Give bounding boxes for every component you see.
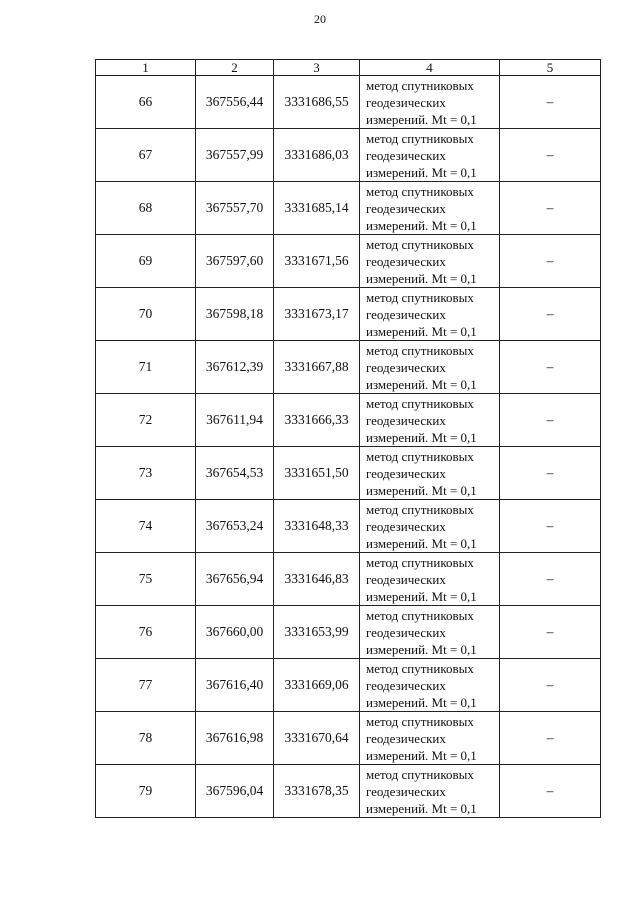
method-line: геодезических — [366, 518, 446, 534]
point-number-cell: 78 — [96, 712, 196, 765]
header-col-2: 2 — [196, 60, 274, 76]
point-number-cell: 71 — [96, 341, 196, 394]
x-coordinate-cell: 367660,00 — [196, 606, 274, 659]
method-line: геодезических — [366, 253, 446, 269]
x-coordinate-cell: 367612,39 — [196, 341, 274, 394]
note-cell: – — [500, 182, 601, 235]
table-body — [96, 76, 601, 818]
x-coordinate-cell: 367616,40 — [196, 659, 274, 712]
method-line: метод спутниковых — [366, 77, 474, 93]
method-line: метод спутниковых — [366, 342, 474, 358]
note-cell: – — [500, 129, 601, 182]
note-cell: – — [500, 553, 601, 606]
note-cell: – — [500, 606, 601, 659]
note-cell: – — [500, 765, 601, 818]
method-cell — [360, 76, 500, 129]
method-cell — [360, 712, 500, 765]
method-cell — [360, 129, 500, 182]
x-coordinate-cell: 367557,70 — [196, 182, 274, 235]
page-number: 20 — [314, 12, 326, 26]
y-coordinate-cell: 3331678,35 — [274, 765, 360, 818]
method-line: геодезических — [366, 147, 446, 163]
y-coordinate-cell: 3331651,50 — [274, 447, 360, 500]
x-coordinate-cell: 367556,44 — [196, 76, 274, 129]
note-cell: – — [500, 341, 601, 394]
method-line: геодезических — [366, 783, 446, 799]
method-line: метод спутниковых — [366, 554, 474, 570]
table-row — [96, 76, 601, 129]
method-line: измерений. Mt = 0,1 — [366, 641, 477, 657]
y-coordinate-cell: 3331686,03 — [274, 129, 360, 182]
y-coordinate-cell: 3331673,17 — [274, 288, 360, 341]
point-number-cell: 75 — [96, 553, 196, 606]
table-row — [96, 341, 601, 394]
note-cell: – — [500, 235, 601, 288]
note-cell: – — [500, 659, 601, 712]
method-line: геодезических — [366, 571, 446, 587]
y-coordinate-cell: 3331685,14 — [274, 182, 360, 235]
coordinates-table — [95, 59, 601, 818]
point-number-cell: 66 — [96, 76, 196, 129]
table-row — [96, 447, 601, 500]
header-col-3: 3 — [274, 60, 360, 76]
y-coordinate-cell: 3331669,06 — [274, 659, 360, 712]
method-line: измерений. Mt = 0,1 — [366, 217, 477, 233]
method-line: геодезических — [366, 412, 446, 428]
method-line: геодезических — [366, 200, 446, 216]
method-line: измерений. Mt = 0,1 — [366, 747, 477, 763]
note-cell: – — [500, 288, 601, 341]
method-cell — [360, 288, 500, 341]
method-line: метод спутниковых — [366, 130, 474, 146]
table-row — [96, 288, 601, 341]
x-coordinate-cell: 367598,18 — [196, 288, 274, 341]
method-line: геодезических — [366, 306, 446, 322]
method-cell — [360, 659, 500, 712]
method-line: измерений. Mt = 0,1 — [366, 111, 477, 127]
method-line: измерений. Mt = 0,1 — [366, 164, 477, 180]
point-number-cell: 72 — [96, 394, 196, 447]
x-coordinate-cell: 367616,98 — [196, 712, 274, 765]
method-line: геодезических — [366, 359, 446, 375]
method-line: метод спутниковых — [366, 607, 474, 623]
table-row — [96, 606, 601, 659]
method-cell — [360, 394, 500, 447]
y-coordinate-cell: 3331686,55 — [274, 76, 360, 129]
method-line: измерений. Mt = 0,1 — [366, 694, 477, 710]
method-line: измерений. Mt = 0,1 — [366, 376, 477, 392]
point-number-cell: 73 — [96, 447, 196, 500]
point-number-cell: 68 — [96, 182, 196, 235]
table-row — [96, 129, 601, 182]
y-coordinate-cell: 3331653,99 — [274, 606, 360, 659]
method-line: метод спутниковых — [366, 766, 474, 782]
method-line: измерений. Mt = 0,1 — [366, 588, 477, 604]
method-line: измерений. Mt = 0,1 — [366, 429, 477, 445]
header-col-1: 1 — [96, 60, 196, 76]
method-line: измерений. Mt = 0,1 — [366, 535, 477, 551]
method-cell — [360, 606, 500, 659]
note-cell: – — [500, 76, 601, 129]
note-cell: – — [500, 712, 601, 765]
table-row — [96, 500, 601, 553]
method-cell — [360, 235, 500, 288]
table-row — [96, 659, 601, 712]
table-row — [96, 235, 601, 288]
method-line: геодезических — [366, 94, 446, 110]
x-coordinate-cell: 367611,94 — [196, 394, 274, 447]
table-row — [96, 182, 601, 235]
table-row — [96, 712, 601, 765]
point-number-cell: 77 — [96, 659, 196, 712]
table-row — [96, 765, 601, 818]
method-line: геодезических — [366, 730, 446, 746]
method-cell — [360, 182, 500, 235]
method-line: метод спутниковых — [366, 501, 474, 517]
method-cell — [360, 341, 500, 394]
y-coordinate-cell: 3331667,88 — [274, 341, 360, 394]
y-coordinate-cell: 3331671,56 — [274, 235, 360, 288]
point-number-cell: 74 — [96, 500, 196, 553]
note-cell: – — [500, 500, 601, 553]
y-coordinate-cell: 3331666,33 — [274, 394, 360, 447]
point-number-cell: 76 — [96, 606, 196, 659]
header-col-4: 4 — [360, 60, 500, 76]
method-cell — [360, 500, 500, 553]
method-line: измерений. Mt = 0,1 — [366, 800, 477, 816]
method-line: метод спутниковых — [366, 660, 474, 676]
y-coordinate-cell: 3331646,83 — [274, 553, 360, 606]
method-line: геодезических — [366, 624, 446, 640]
x-coordinate-cell: 367596,04 — [196, 765, 274, 818]
method-line: измерений. Mt = 0,1 — [366, 482, 477, 498]
method-cell — [360, 765, 500, 818]
method-line: метод спутниковых — [366, 448, 474, 464]
table-row — [96, 553, 601, 606]
note-cell: – — [500, 394, 601, 447]
method-line: геодезических — [366, 465, 446, 481]
method-cell — [360, 553, 500, 606]
method-cell — [360, 447, 500, 500]
y-coordinate-cell: 3331648,33 — [274, 500, 360, 553]
point-number-cell: 69 — [96, 235, 196, 288]
x-coordinate-cell: 367654,53 — [196, 447, 274, 500]
point-number-cell: 70 — [96, 288, 196, 341]
point-number-cell: 67 — [96, 129, 196, 182]
method-line: метод спутниковых — [366, 236, 474, 252]
method-line: измерений. Mt = 0,1 — [366, 270, 477, 286]
x-coordinate-cell: 367597,60 — [196, 235, 274, 288]
note-cell: – — [500, 447, 601, 500]
x-coordinate-cell: 367656,94 — [196, 553, 274, 606]
method-line: метод спутниковых — [366, 395, 474, 411]
method-line: измерений. Mt = 0,1 — [366, 323, 477, 339]
method-line: геодезических — [366, 677, 446, 693]
method-line: метод спутниковых — [366, 183, 474, 199]
x-coordinate-cell: 367653,24 — [196, 500, 274, 553]
method-line: метод спутниковых — [366, 289, 474, 305]
point-number-cell: 79 — [96, 765, 196, 818]
header-col-5: 5 — [500, 60, 601, 76]
x-coordinate-cell: 367557,99 — [196, 129, 274, 182]
header-row — [96, 60, 601, 76]
method-line: метод спутниковых — [366, 713, 474, 729]
table-row — [96, 394, 601, 447]
y-coordinate-cell: 3331670,64 — [274, 712, 360, 765]
